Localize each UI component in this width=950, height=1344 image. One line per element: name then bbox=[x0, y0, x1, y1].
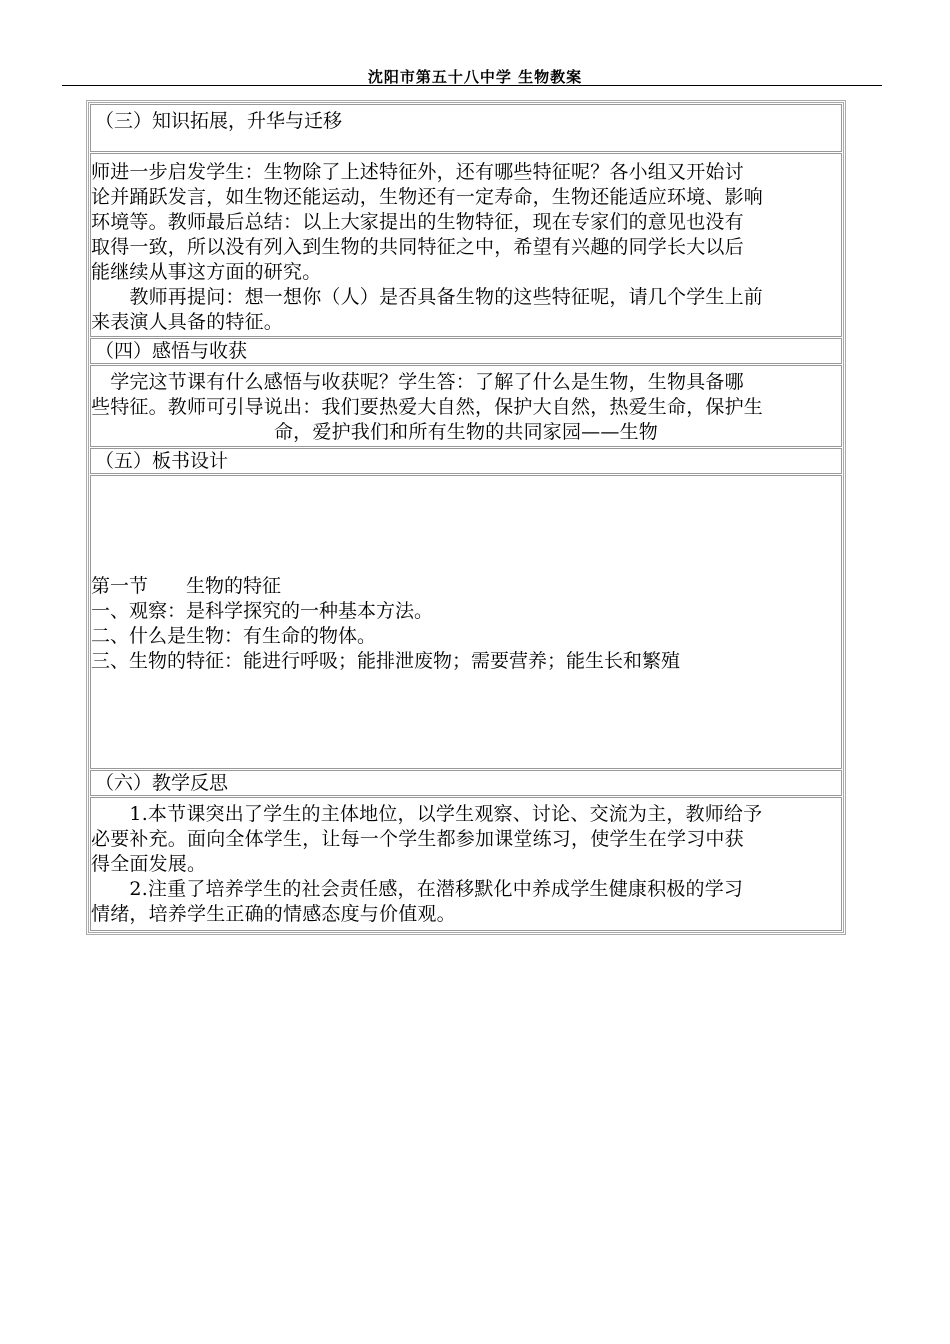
lesson-plan-table bbox=[86, 100, 846, 935]
section-4-line: 学完这节课有什么感悟与收获呢？学生答：了解了什么是生物，生物具备哪 bbox=[91, 371, 744, 393]
section-3-heading: （三）知识拓展，升华与迁移 bbox=[95, 110, 343, 132]
board-line: 第一节 生物的特征 bbox=[91, 575, 282, 597]
header-rule bbox=[62, 85, 882, 86]
section-6-line: 2.注重了培养学生的社会责任感，在潜移默化中养成学生健康积极的学习 bbox=[91, 878, 744, 900]
section-4-paragraph bbox=[91, 370, 841, 445]
board-design bbox=[91, 574, 841, 674]
section-3-line: 论并踊跃发言，如生物还能运动，生物还有一定寿命，生物还能适应环境、影响 bbox=[91, 186, 764, 208]
section-5-body-row bbox=[90, 475, 842, 769]
section-6-heading-row bbox=[90, 770, 842, 796]
section-5-heading-row bbox=[90, 448, 842, 474]
section-6-line: 1.本节课突出了学生的主体地位，以学生观察、讨论、交流为主，教师给予 bbox=[91, 803, 763, 825]
board-line: 一、观察：是科学探究的一种基本方法。 bbox=[91, 600, 434, 622]
section-3-line: 来表演人具备的特征。 bbox=[91, 311, 284, 333]
section-4-line: 命，爱护我们和所有生物的共同家园——生物 bbox=[273, 421, 658, 443]
section-3-paragraph bbox=[91, 160, 841, 335]
section-6-heading: （六）教学反思 bbox=[95, 772, 229, 794]
section-3-line: 取得一致，所以没有列入到生物的共同特征之中，希望有兴趣的同学长大以后 bbox=[91, 236, 744, 258]
section-3-body-row bbox=[90, 153, 842, 337]
section-3-line: 师进一步启发学生：生物除了上述特征外，还有哪些特征呢？各小组又开始讨 bbox=[91, 161, 744, 183]
section-4-heading: （四）感悟与收获 bbox=[95, 340, 248, 362]
section-6-line: 必要补充。面向全体学生，让每一个学生都参加课堂练习，使学生在学习中获 bbox=[91, 828, 744, 850]
section-5-heading: （五）板书设计 bbox=[95, 450, 229, 472]
section-4-line: 些特征。教师可引导说出：我们要热爱大自然，保护大自然，热爱生命，保护生 bbox=[91, 396, 764, 418]
section-6-line: 得全面发展。 bbox=[91, 853, 207, 875]
section-3-line: 环境等。教师最后总结：以上大家提出的生物特征，现在专家们的意见也没有 bbox=[91, 211, 744, 233]
section-4-body-row bbox=[90, 365, 842, 447]
section-6-paragraph bbox=[91, 802, 841, 927]
section-4-heading-row bbox=[90, 338, 842, 364]
section-3-line: 能继续从事这方面的研究。 bbox=[91, 261, 322, 283]
section-3-line: 教师再提问：想一想你（人）是否具备生物的这些特征呢，请几个学生上前 bbox=[91, 286, 764, 308]
section-3-heading-row bbox=[90, 104, 842, 152]
board-line: 二、什么是生物：有生命的物体。 bbox=[91, 625, 377, 647]
section-6-line: 情绪，培养学生正确的情感态度与价值观。 bbox=[91, 903, 456, 925]
section-6-body-row bbox=[90, 797, 842, 931]
board-line: 三、生物的特征：能进行呼吸；能排泄废物；需要营养；能生长和繁殖 bbox=[91, 650, 681, 672]
page-header-title: 沈阳市第五十八中学 生物教案 bbox=[367, 68, 583, 86]
